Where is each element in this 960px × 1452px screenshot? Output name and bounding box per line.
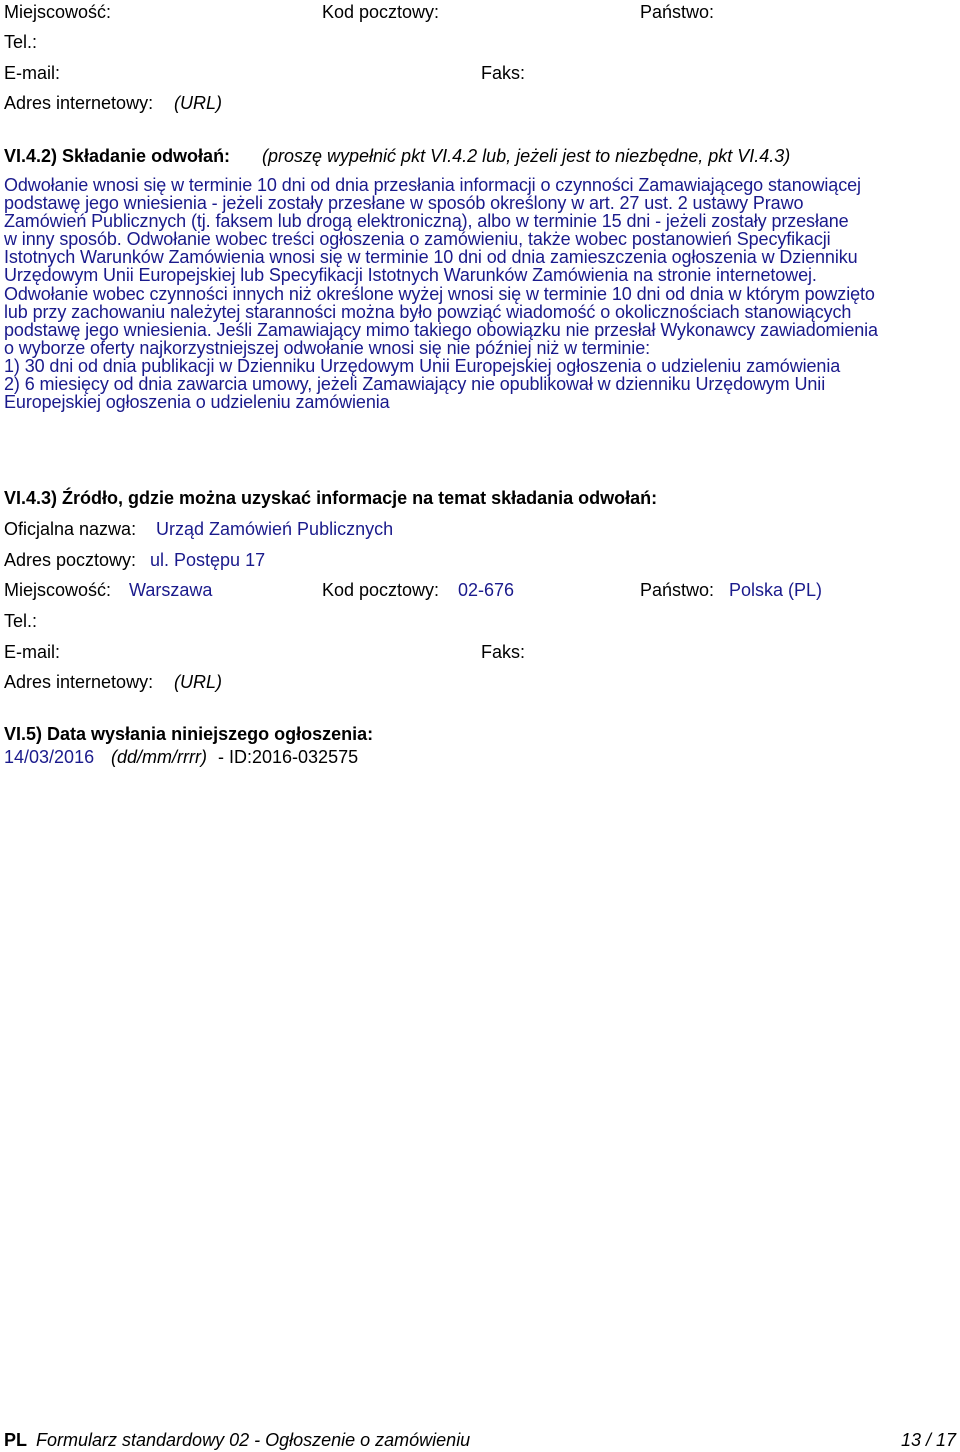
vi43-kod-label: Kod pocztowy: [322,580,440,600]
vi42-line-5: Istotnych Warunków Zamówienia wnosi się w terminie 10 dni od dnia zamieszczenia ogłoszenia w Dzienniku [4,247,858,268]
vi42-paragraph [4,176,954,411]
vi42-line-12: 2) 6 miesięcy od dnia zawarcia umowy, jeżeli Zamawiający nie opublikował w dzienniku Urzędowym Unii [4,374,826,395]
oficjalna-nazwa-label: Oficjalna nazwa: [4,519,137,539]
vi42-line-9: podstawę jego wniesienia. Jeśli Zamawiający mimo takiego obowiązku nie przesłał Wykonawcy zawiadomienia [4,319,878,340]
vi43-miejscowosc-label: Miejscowość: [4,580,112,600]
vi42-line-3: Zamówień Publicznych (tj. faksem lub drogą elektroniczną), albo w terminie 15 dni - jeżeli zostały przesłane [4,211,849,232]
vi5-date: 14/03/2016 [4,747,95,767]
adres-pocztowy-label: Adres pocztowy: [4,550,137,570]
vi43-adres-internetowy-label: Adres internetowy: [4,672,154,692]
kod-pocztowy-label: Kod pocztowy: [322,2,440,22]
footer-page-number: 13 / 17 [900,1430,956,1450]
vi5-id: - ID:2016-032575 [218,747,359,767]
vi43-panstwo-label: Państwo: [640,580,715,600]
adres-pocztowy-value: ul. Postępu 17 [150,550,266,570]
vi43-faks-label: Faks: [481,642,526,662]
vi42-line-10: o wyborze oferty najkorzystniejszej odwołanie wnosi się nie później niż w terminie: [4,337,651,358]
tel-label: Tel.: [4,32,38,52]
footer-lang: PL [4,1430,28,1450]
adres-internetowy-label: Adres internetowy: [4,93,154,113]
vi43-panstwo-value: Polska (PL) [729,580,823,600]
vi42-line-1: Odwołanie wnosi się w terminie 10 dni od dnia przesłania informacji o czynności Zamawiającego stanowiącej [4,175,861,195]
vi43-email-label: E-mail: [4,642,61,662]
vi42-line-7: Odwołanie wobec czynności innych niż określone wyżej wnosi się w terminie 10 dni od dnia w którym powzięto [4,283,875,304]
vi43-kod-value: 02-676 [458,580,515,600]
vi42-line-6: Urzędowym Unii Europejskiej lub Specyfikacji Istotnych Warunków Zamówienia na stronie internetowej. [4,265,817,286]
oficjalna-nazwa-value: Urząd Zamówień Publicznych [156,519,394,539]
vi43-heading: VI.4.3) Źródło, gdzie można uzyskać informacje na temat składania odwołań: [4,488,658,508]
panstwo-label: Państwo: [640,2,715,22]
vi42-line-11: 1) 30 dni od dnia publikacji w Dzienniku Urzędowym Unii Europejskiej ogłoszenia o udzieleniu zamówienia [4,355,841,376]
vi42-line-8: lub przy zachowaniu należytej staranności można było powziąć wiadomość o okolicznościach stanowiących [4,301,852,322]
vi43-adres-internetowy-value: (URL) [174,672,222,692]
faks-label: Faks: [481,63,526,83]
miejscowosc-label: Miejscowość: [4,2,112,22]
vi5-date-format: (dd/mm/rrrr) [111,747,207,767]
vi42-line-2: podstawę jego wniesienia - jeżeli zostały przesłane w sposób określony w art. 27 ust. 2 ustawy Prawo [4,193,804,214]
email-label: E-mail: [4,63,61,83]
page-footer [4,1428,958,1452]
vi5-heading: VI.5) Data wysłania niniejszego ogłoszenia: [4,724,374,744]
vi42-heading: VI.4.2) Składanie odwołań: [4,146,231,166]
vi43-tel-label: Tel.: [4,611,38,631]
footer-form-name: Formularz standardowy 02 - Ogłoszenie o zamówieniu [36,1430,471,1450]
vi42-line-4: w inny sposób. Odwołanie wobec treści ogłoszenia o zamówieniu, także wobec postanowień Specyfikacji [4,229,831,250]
adres-internetowy-value: (URL) [174,93,222,113]
vi43-miejscowosc-value: Warszawa [129,580,213,600]
vi42-line-13: Europejskiej ogłoszenia o udzieleniu zamówienia [4,392,390,413]
vi42-note: (proszę wypełnić pkt VI.4.2 lub, jeżeli jest to niezbędne, pkt VI.4.3) [262,146,791,166]
